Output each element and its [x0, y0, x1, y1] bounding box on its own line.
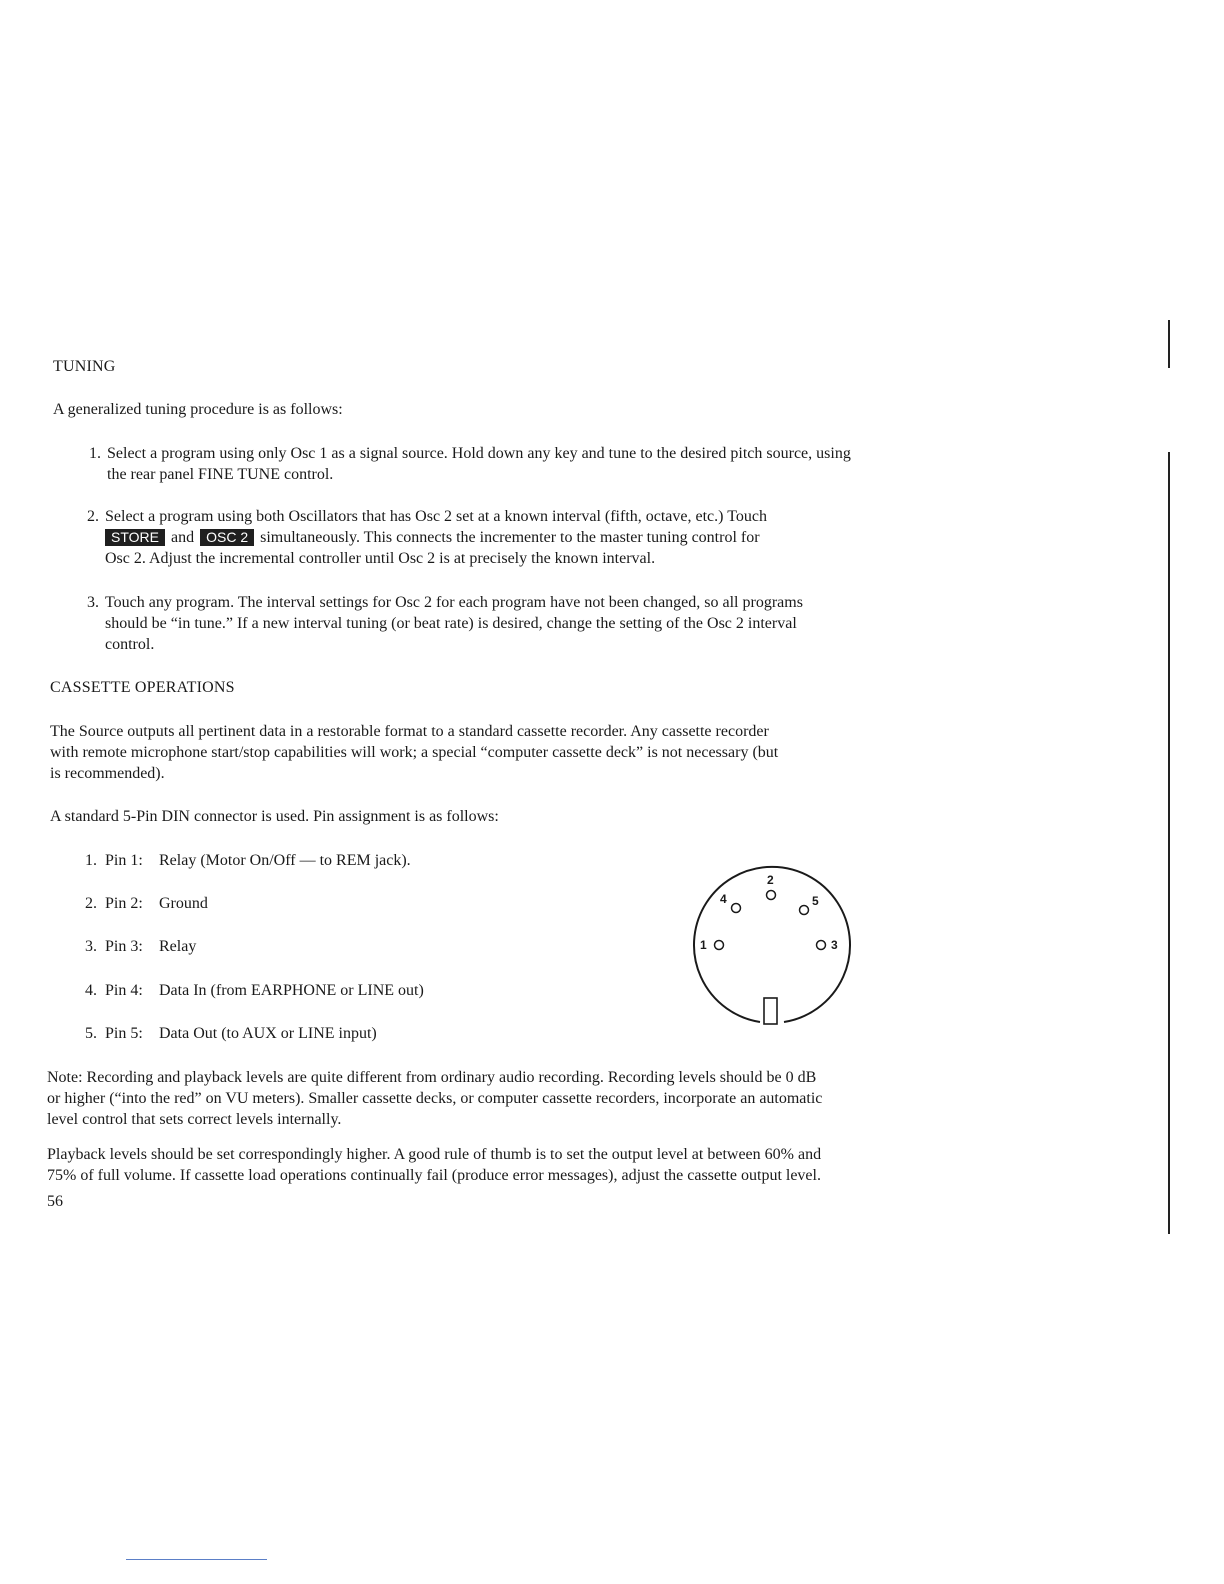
pin-3-hole — [817, 941, 826, 950]
step-1-line-2: the rear panel FINE TUNE control. — [107, 466, 334, 483]
page-number: 56 — [47, 1193, 63, 1210]
din-intro: A standard 5-Pin DIN connector is used. Pin assignment is as follows: — [50, 808, 499, 825]
and-word: and — [170, 529, 195, 546]
step-1-number: 1. — [89, 445, 101, 462]
note-line-1: Note: Recording and playback levels are quite different from ordinary audio recording. Recording levels should be 0 dB — [47, 1069, 817, 1086]
footer-link-underline — [126, 1559, 267, 1560]
cassette-paragraph-line-1: The Source outputs all pertinent data in a restorable format to a standard cassette recorder. Any cassette recorder — [50, 723, 769, 740]
cassette-heading: CASSETTE OPERATIONS — [50, 679, 235, 696]
tuning-heading: TUNING — [53, 358, 116, 375]
pin-2-number: 2 — [767, 873, 774, 887]
pin-2-hole — [767, 891, 776, 900]
step-3-line-3: control. — [105, 636, 155, 653]
pin-1-hole — [715, 941, 724, 950]
step-2-line-2 — [103, 527, 760, 548]
cassette-paragraph-line-2: with remote microphone start/stop capabilities will work; a special “computer cassette deck” is not necessary (but — [50, 744, 779, 761]
pin-1-number: 1 — [700, 938, 707, 952]
step-2-line-3: Osc 2. Adjust the incremental controller until Osc 2 is at precisely the known interval. — [105, 550, 656, 567]
step-2-line-2-text: simultaneously. This connects the incrementer to the master tuning control for — [260, 529, 760, 546]
pin-5-number: 5 — [812, 894, 819, 908]
connector-key-notch — [764, 998, 777, 1024]
step-2-line-1: Select a program using both Oscillators that has Osc 2 set at a known interval (fifth, octave, etc.) Touch — [105, 508, 767, 525]
playback-line-2: 75% of full volume. If cassette load operations continually fail (produce error messages), adjust the cassette output level. — [47, 1167, 821, 1184]
store-key-label: STORE — [105, 529, 165, 546]
pin-5-hole — [800, 906, 809, 915]
note-line-3: level control that sets correct levels internally. — [47, 1111, 342, 1128]
margin-rule-top — [1168, 320, 1170, 368]
step-1-line-1: Select a program using only Osc 1 as a signal source. Hold down any key and tune to the desired pitch source, using — [107, 445, 851, 462]
cassette-paragraph-line-3: is recommended). — [50, 765, 165, 782]
pin-4-number: 4 — [720, 892, 727, 906]
tuning-intro: A generalized tuning procedure is as follows: — [53, 401, 343, 418]
note-line-2: or higher (“into the red” on VU meters). Smaller cassette decks, or computer cassette recorders, incorporate an automatic — [47, 1090, 823, 1107]
step-3-line-2: should be “in tune.” If a new interval tuning (or beat rate) is desired, change the setting of the Osc 2 interval — [105, 615, 797, 632]
step-3-number: 3. — [87, 594, 99, 611]
step-2-number: 2. — [87, 508, 99, 525]
step-3-line-1: Touch any program. The interval settings for Osc 2 for each program have not been changed, so all programs — [105, 594, 803, 611]
pin-5-item: 5. Pin 5: Data Out (to AUX or LINE input) — [85, 1025, 377, 1042]
margin-rule-main — [1168, 452, 1170, 1234]
playback-line-1: Playback levels should be set correspondingly higher. A good rule of thumb is to set the output level at between 60% and — [47, 1146, 822, 1163]
pin-3-item: 3. Pin 3: Relay — [85, 938, 197, 955]
pin-2-item: 2. Pin 2: Ground — [85, 895, 208, 912]
pin-1-item: 1. Pin 1: Relay (Motor On/Off — to REM jack). — [85, 852, 411, 869]
pin-4-item: 4. Pin 4: Data In (from EARPHONE or LINE out) — [85, 982, 424, 999]
pin-4-hole — [732, 904, 741, 913]
din-connector-diagram — [686, 862, 858, 1032]
pin-3-number: 3 — [831, 938, 838, 952]
osc2-key-label: OSC 2 — [200, 529, 254, 546]
